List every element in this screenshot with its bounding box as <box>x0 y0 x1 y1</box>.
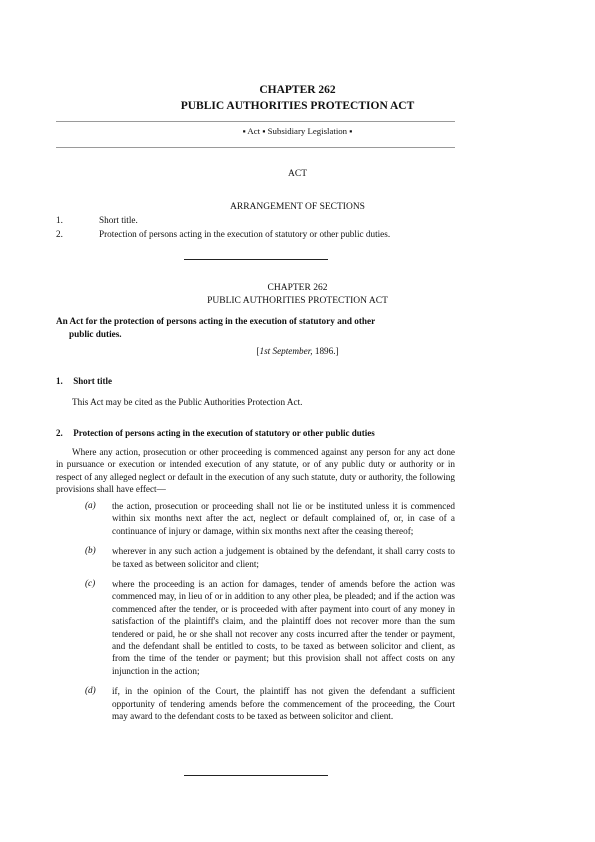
provision-list <box>56 500 455 731</box>
long-title <box>56 315 456 341</box>
section-number: 2. <box>56 428 63 438</box>
nav-link-subsidiary-legislation[interactable]: Subsidiary Legislation <box>267 126 348 136</box>
list-item <box>56 685 455 722</box>
section-text: This Act may be cited as the Public Authorities Protection Act. <box>72 397 303 407</box>
table-of-contents <box>56 214 466 242</box>
date-bracket: [ <box>256 346 260 356</box>
item-label: (a) <box>85 500 96 510</box>
body-act-title: PUBLIC AUTHORITIES PROTECTION ACT <box>207 296 388 306</box>
section-divider <box>184 259 328 260</box>
toc-number: 1. <box>56 215 63 226</box>
item-text: wherever in any such action a judgement is obtained by the defendant, it shall carry costs to be taxed as between solicitor and client; <box>112 546 455 569</box>
top-divider <box>56 121 455 122</box>
body-chapter-number: CHAPTER 262 <box>267 283 328 293</box>
nav-bullet: ▪ <box>242 126 246 136</box>
section-heading <box>56 376 466 388</box>
item-label: (d) <box>85 685 96 696</box>
list-item <box>56 578 455 677</box>
long-title-line: public duties. <box>69 329 122 339</box>
list-item <box>56 500 455 537</box>
toc-item[interactable] <box>56 214 466 228</box>
chapter-number: CHAPTER 262 <box>259 84 336 96</box>
section-heading <box>56 428 466 440</box>
item-text: the action, prosecution or proceeding shall not lie or be instituted unless it is commenced within six months next after the act, neglect or default complained of, or, in case of a continuance of injury or damage, within six months next after the ceasing thereof; <box>112 501 455 536</box>
section-title: Short title <box>73 376 112 386</box>
nav-bottom-divider <box>56 147 455 148</box>
nav-link-act[interactable]: Act <box>247 126 261 136</box>
toc-item[interactable] <box>56 228 466 242</box>
document-nav <box>0 126 595 137</box>
act-title: PUBLIC AUTHORITIES PROTECTION ACT <box>180 100 415 112</box>
date-year: 1896.] <box>312 346 339 356</box>
act-heading: ACT <box>288 169 307 179</box>
nav-bullet: ▪ <box>262 126 266 136</box>
body-title <box>0 282 595 308</box>
long-title-line: An Act for the protection of persons acting in the execution of statutory and other <box>56 316 376 326</box>
arrangement-heading: ARRANGEMENT OF SECTIONS <box>230 202 365 212</box>
item-label: (c) <box>85 578 96 589</box>
section-text: Where any action, prosecution or other proceeding is commenced against any person for any act done in pursuance or execution or intended execution of any statute, or of any public duty or authority or in respect of any alleged neglect or default in the execution of any such statute, duty or authority, the following provisions shall have effect— <box>56 447 455 494</box>
section-title: Protection of persons acting in the execution of statutory or other public duties <box>73 428 375 438</box>
section-number: 1. <box>56 376 63 386</box>
toc-number: 2. <box>56 229 63 240</box>
item-text: if, in the opinion of the Court, the plaintiff has not given the defendant a sufficient opportunity of tendering amends before the commencement of the proceeding, the Court may award to the defendant costs to be taxed as between solicitor and client. <box>112 686 455 722</box>
item-text: where the proceeding is an action for damages, tender of amends before the action was commenced may, in lieu of or in addition to any other plea, be pleaded; and if the action was commenced after the tender, or is proceeded with after payment into court of any money in satisfaction of the plaintiff's claim, and the plaintiff does not recover more than the sum tendered or paid, he or she shall not recover any costs incurred after the tender or payment, and the defendant shall be entitled to costs, to be taxed as between solicitor and client, as from the time of the tender or payment; but this provision shall not affect costs on any injunction in the action; <box>112 579 455 676</box>
commencement-date <box>0 346 595 358</box>
item-label: (b) <box>85 545 96 556</box>
page-title <box>0 82 595 114</box>
list-item <box>56 545 455 570</box>
nav-bullet: ▪ <box>349 126 353 136</box>
end-divider <box>184 775 328 776</box>
toc-title[interactable]: Protection of persons acting in the execution of statutory or other public duties. <box>99 229 391 240</box>
date-day: 1st September, <box>259 346 313 356</box>
toc-title[interactable]: Short title. <box>99 215 138 226</box>
